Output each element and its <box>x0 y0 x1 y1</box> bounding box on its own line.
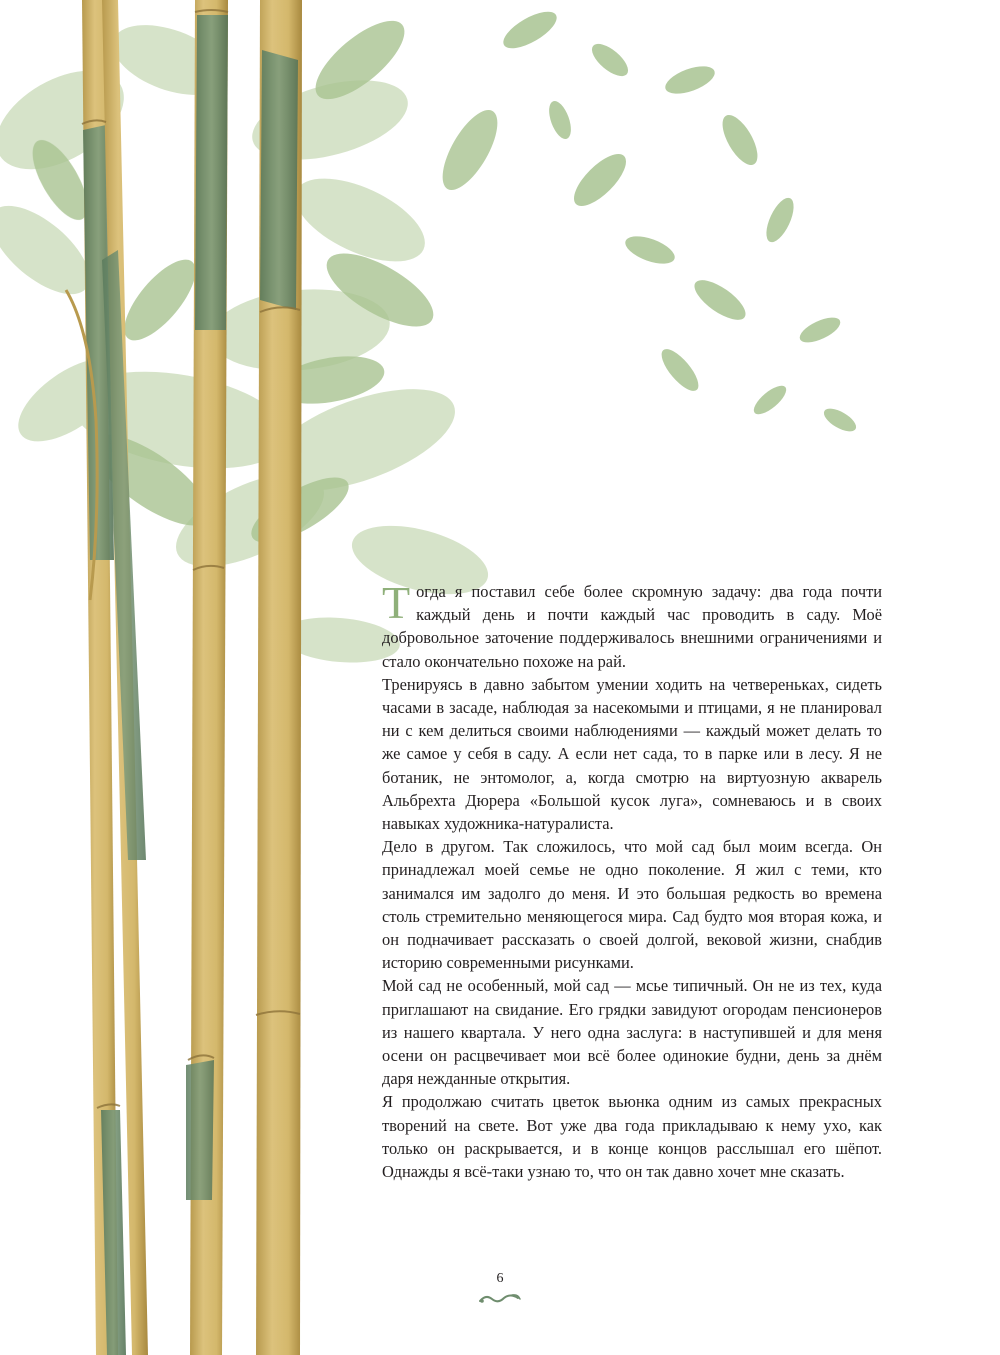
paragraph <box>382 577 882 673</box>
page-footer <box>450 1270 550 1306</box>
article-text <box>382 577 882 1183</box>
paragraph: Я продолжаю считать цветок вьюнка одним из самых прекрасных творений на свете. Вот уже два года прикладываю к нему ухо, как только он раскрывается, и в конце концов расслышал его шёпот. Однажды я всё-таки узнаю то, что он так давно хочет мне сказать. <box>382 1092 882 1182</box>
paragraph-text: огда я поставил себе более скромную задачу: два года почти каждый день и почти каждый час проводить в саду. Моё добровольное заточение поддерживалось внешними ограничениями и стало окончательно похоже на рай. <box>382 582 882 671</box>
falling-leaves <box>498 5 860 436</box>
paragraph: Тренируясь в давно забытом умении ходить на четвереньках, сидеть часами в засаде, наблюдая за насекомыми и птицами, я не планировал ни с кем делиться своими наблюдениями — каждый может делать то же самое у себя в саду. А если нет сада, то в парке или в лесу. Я не ботаник, не энтомолог, а, когда смотрю на виртуозную акварель Альбрехта Дюрера «Большой кусок луга», сомневаюсь и в своих навыках художника-натуралиста. <box>382 674 882 834</box>
flourish-ornament-icon <box>478 1292 522 1306</box>
page-number: 6 <box>496 1271 504 1286</box>
paragraph: Дело в другом. Так сложилось, что мой сад был моим всегда. Он принадлежал моей семье не одно поколение. Я жил с теми, кто занимался им задолго до меня. И это большая редкость во времена столь стремительно меняющегося мира. Сад будто моя вторая кожа, и он подначивает рассказать о своей долгой, вековой жизни, снабдив историю современными рисунками. <box>382 837 882 973</box>
bamboo-stalks <box>66 0 302 1355</box>
background-foliage <box>0 11 495 667</box>
drop-cap: Т <box>382 577 411 628</box>
paragraph: Мой сад не особенный, мой сад — мсье типичный. Он не из тех, куда приглашают на свидание. Его грядки завидуют огородам пенсионеров из нашего квартала. У него одна заслуга: в наступившей и для меня осени он расцвечивает мои всё более одинокие будни, день за днём даря нежданные открытия. <box>382 976 882 1089</box>
